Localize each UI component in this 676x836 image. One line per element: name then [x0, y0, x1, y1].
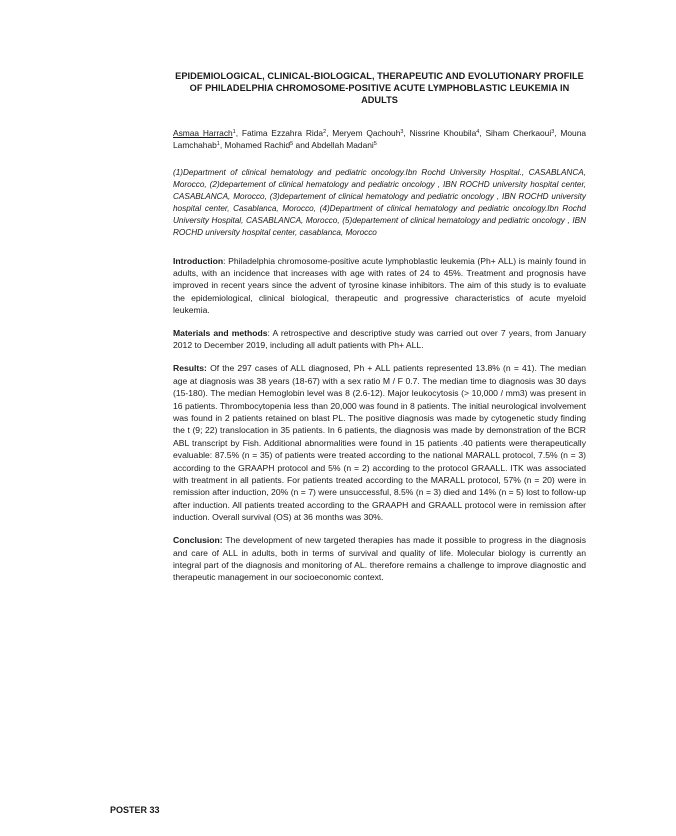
author-name: Meryem Qachouh [332, 127, 401, 138]
author-name: Mohamed Rachid [224, 139, 291, 150]
methods-section [173, 327, 586, 352]
author-affiliation-number: 5 [373, 140, 377, 147]
conclusion-heading: Conclusion: [173, 535, 223, 546]
introduction-text: Philadelphia chromosome-positive acute lymphoblastic leukemia (Ph+ ALL) is mainly found in adults, with an incidence that increases with age with rates of 24 to 45%. Treatment and prognosis have improved in recent years since the advent of tyrosine kinase inhibitors. The aim of this study is to evaluate the epidemiological, clinical biological, therapeutic and progressive characteristics of acute myeloid leukemia. [173, 255, 586, 316]
methods-heading: Materials and methods [173, 328, 268, 339]
author-name: Siham Cherkaoui [485, 127, 552, 138]
affiliations: (1)Department of clinical hematology and pediatric oncology.Ibn Rochd University Hospital., CASABLANCA, Morocco, (2)departement of clinical hematology and pediatric oncology , IBN ROCHD university hospital center, CASABLANCA, Morocco, (3)departement of clinical hematology and pediatric oncology , IBN ROCHD university hospital center, Casablanca, Morocco, (4)Department of clinical hematology and pediatric oncology.Ibn Rochd University Hospital, CASABLANCA, Morocco, (5)departement of clinical hematology and pediatric oncology , IBN ROCHD university hospital center, casablanca, Morocco [173, 167, 586, 238]
introduction-section [173, 255, 586, 317]
conclusion-section [173, 534, 586, 584]
results-heading: Results: [173, 363, 207, 374]
author-affiliation-number: 5 [290, 140, 294, 147]
author-name: Abdellah Madani [311, 139, 374, 150]
author-name: Mouna Lamchahab [173, 127, 587, 150]
abstract-page [173, 70, 586, 594]
author-affiliation-number: 2 [323, 128, 327, 135]
introduction-separator: : [223, 255, 229, 266]
author-affiliation-number: 3 [551, 128, 555, 135]
results-section [173, 362, 586, 523]
author-affiliation-number: 1 [216, 140, 220, 147]
introduction-heading: Introduction [173, 255, 224, 266]
methods-separator: : [267, 328, 273, 339]
poster-number: POSTER 33 [110, 805, 160, 815]
author-name: Nissrine Khoubila [409, 127, 477, 138]
author-name: Asmaa Harrach [173, 127, 233, 138]
author-name: Fatima Ezzahra Rida [241, 127, 324, 138]
conclusion-text: The development of new targeted therapies has made it possible to progress in the diagnosis and care of ALL in adults, both in terms of survival and quality of life. Molecular biology is currently an integral part of the diagnosis and monitoring of AL. therefore remains a challenge to improve diagnostic and therapeutic management in our socioeconomic context. [173, 535, 586, 583]
author-list: Asmaa Harrach$^1$, Fatima Ezzahra Rida$^2$, Meryem Qachouh$^3$, Nissrine Khoubila$^4$, Siham Cherkaoui$^3$, Mouna Lamchahab$^1$, Mohamed Rachid$^5$ and Abdellah Madani$^5$ [173, 127, 587, 150]
results-text: Of the 297 cases of ALL diagnosed, Ph + ALL patients represented 13.8% (n = 41). The median age at diagnosis was 38 years (18-67) with a sex ratio M / F 0.7. The median time to diagnosis was 30 days (15-180). The median Hemoglobin level was 8 (2.6-12). Major leukocytosis (> 10,000 / mm3) was present in 16 patients. Thrombocytopenia less than 20,000 was found in 8 patients. The initial neurological involvement was found in 2 patients retained on blast PL. The positive diagnosis was made by cytogenetic study finding the t (9; 22) translocation in 35 patients. In 6 patients, the diagnosis was made by demonstration of the BCR ABL transcript by Fish. Additional abnormalities were found in 15 patients .40 patients were therapeutically evaluable: 87.5% (n = 35) of patients were treated according to the national MARALL protocol, 7.5% (n = 3) according to the GRAAPH protocol and 5% (n = 2) according to the protocol GRAALL. ITK was associated with treatment in all patients. For patients treated according to the MARALL protocol, 57% (n = 20) were in remission after induction, 20% (n = 7) were unsuccessful, 8.5% (n = 3) died and 14% (n = 5) lost to follow-up after induction. All patients treated according to the GRAAPH and GRAALL protocol were in remission after induction. Overall survival (OS) at 36 months was 30%. [173, 363, 587, 523]
methods-text: A retrospective and descriptive study was carried out over 7 years, from January 2012 to December 2019, including all adult patients with Ph+ ALL. [173, 328, 587, 351]
abstract-title: EPIDEMIOLOGICAL, CLINICAL-BIOLOGICAL, THERAPEUTIC AND EVOLUTIONARY PROFILE OF PHILADELPHIA CHROMOSOME-POSITIVE ACUTE LYMPHOBLASTIC LEUKEMIA IN ADULTS [175, 71, 584, 106]
author-affiliation-number: 1 [232, 128, 236, 135]
author-affiliation-number: 4 [476, 128, 480, 135]
author-affiliation-number: 3 [400, 128, 404, 135]
